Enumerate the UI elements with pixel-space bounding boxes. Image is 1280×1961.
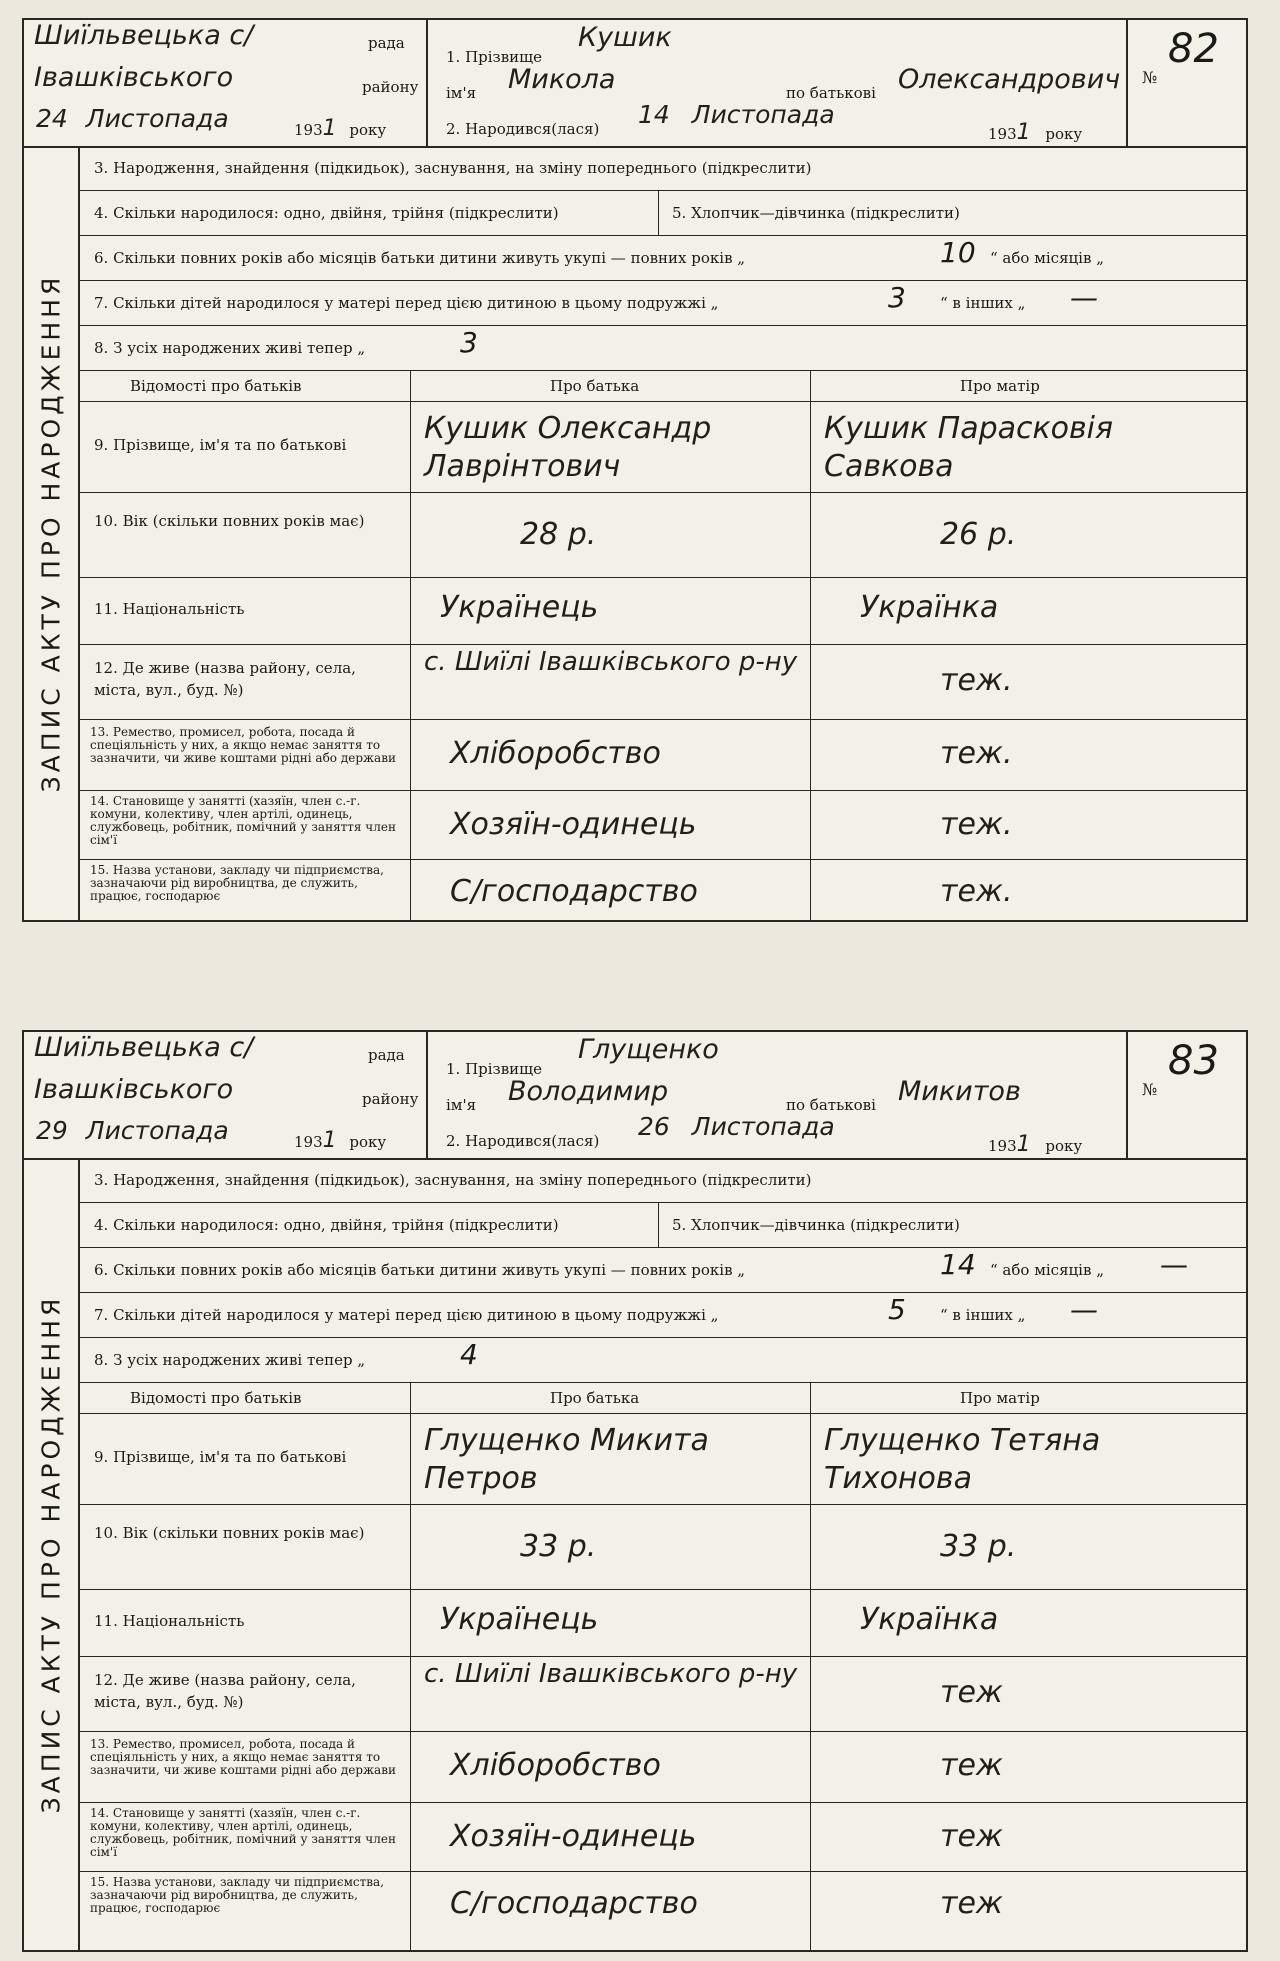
row-q8: 8. З усіх народжених живі тепер „ 3 [80,326,1246,371]
mother-work: теж. [940,736,1013,771]
birth-record-83 [22,1030,1248,1952]
birth-month: Листопада [691,1112,835,1141]
header-location [24,1032,428,1158]
header-names [428,1032,1126,1158]
surname-value: Глущенко [578,1034,719,1065]
record-number-box [1126,20,1246,146]
district-value: Івашківського [34,1074,234,1105]
row-q9: 9. Прізвище, ім'я та по батькові Кушик Олександр Лаврінтович Кушик Парасковія Савкова [80,402,1246,493]
father-status: Хозяїн-одинець [450,1819,697,1854]
row-q4: 4. Скільки народилося: одно, двійня, трійня (підкреслити) 5. Хлопчик—дівчинка (підкреслити) [80,1203,1246,1248]
father-name: Глущенко Микита Петров [424,1423,709,1496]
months-together: — [1160,1248,1188,1281]
birth-year: 193 [988,125,1017,143]
header-location [24,20,428,146]
father-live: с. Шиїлі Івашківського р-ну [424,647,798,677]
born-label: 2. Народився(лася) [446,120,600,138]
name-value: Микола [508,64,616,95]
birth-year-hand: 1 [1016,120,1031,145]
row-q14: 14. Становище у занятті (хазяїн, член с.-г. комуни, колективу, член артілі, одинець, службовець, робітник, помічний у заняття член сім'ї Хозяїн-одинець теж. [80,791,1246,860]
children-before: 5 [888,1293,906,1326]
row-q11: 11. Національність Українець Українка [80,1590,1246,1657]
birth-year: 193 [988,1137,1017,1155]
header-names [428,20,1126,146]
row-q14: 14. Становище у занятті (хазяїн, член с.-г. комуни, колективу, член артілі, одинець, службовець, робітник, помічний у заняття член сім'ї Хозяїн-одинець теж [80,1803,1246,1872]
village-value: Шиїльвецька с/ [34,20,254,51]
row-q4: 4. Скільки народилося: одно, двійня, трійня (підкреслити) 5. Хлопчик—дівчинка (підкреслити) [80,191,1246,236]
row-q8: 8. З усіх народжених живі тепер „ 4 [80,1338,1246,1383]
birth-day: 26 [638,1112,670,1141]
row-q13: 13. Ремество, промисел, робота, посада й спеціяльність у них, а якщо немає заняття то зазначити, чи живе коштами рідні або держави Хліборобство теж. [80,720,1246,791]
row-q10: 10. Вік (скільки повних років має) 28 р. 26 р. [80,493,1246,578]
row-q9: 9. Прізвище, ім'я та по батькові Глущенко Микита Петров Глущенко Тетяна Тихонова [80,1414,1246,1505]
reg-year-hand: 1 [322,116,337,141]
patronymic-value: Микитов [898,1076,1021,1107]
birth-year-hand: 1 [1016,1132,1031,1157]
raion-label: району [362,78,419,96]
father-work: Хліборобство [450,1748,661,1783]
surname-label: 1. Прізвище [446,48,543,66]
record-header [24,1032,1246,1160]
row-q12: 12. Де живе (назва району, села, міста, вул., буд. №) с. Шиїлі Івашківського р-ну теж [80,1657,1246,1732]
reg-year: 193 [294,1133,323,1151]
record-number: 83 [1168,1038,1219,1084]
father-age: 33 р. [520,1529,597,1564]
father-inst: С/господарство [450,1886,698,1921]
children-other: — [1070,1293,1098,1326]
patronymic-label: по батькові [786,1096,876,1114]
roku-label: року [349,1133,387,1151]
birth-record-82 [22,18,1248,922]
father-work: Хліборобство [450,736,661,771]
mother-nation: Українка [860,590,999,625]
reg-day: 29 [36,1116,68,1145]
father-status: Хозяїн-одинець [450,807,697,842]
mother-age: 26 р. [940,517,1017,552]
row-q7: 7. Скільки дітей народилося у матері перед цією дитиною в цьому подружжі „ 3 “ в інших „ — [80,281,1246,326]
roku-label-2: року [1045,125,1083,143]
mother-inst: теж [940,1886,1003,1921]
years-together: 14 [940,1248,976,1281]
father-inst: С/господарство [450,874,698,909]
row-q13: 13. Ремество, промисел, робота, посада й спеціяльність у них, а якщо немає заняття то зазначити, чи живе коштами рідні або держави Хліборобство теж [80,1732,1246,1803]
children-other: — [1070,281,1098,314]
roku-label: року [349,121,387,139]
children-before: 3 [888,281,906,314]
name-label: ім'я [446,84,477,102]
rada-label: рада [368,1046,405,1064]
born-label: 2. Народився(лася) [446,1132,600,1150]
record-header [24,20,1246,148]
father-nation: Українець [440,590,599,625]
reg-month: Листопада [85,104,229,133]
row-q3: 3. Народження, знайдення (підкидьок), заснування, на зміну попереднього (підкреслити) [80,1158,1246,1203]
row-q11: 11. Національність Українець Українка [80,578,1246,645]
roku-label-2: року [1045,1137,1083,1155]
patronymic-label: по батькові [786,84,876,102]
father-name: Кушик Олександр Лаврінтович [424,411,712,484]
mother-nation: Українка [860,1602,999,1637]
row-q6: 6. Скільки повних років або місяців батьки дитини живуть укупі — повних років „ 14 “ або місяців „ — [80,1248,1246,1293]
mother-live: теж. [940,663,1013,698]
record-body [80,146,1246,920]
name-label: ім'я [446,1096,477,1114]
reg-month: Листопада [85,1116,229,1145]
side-title: ЗАПИС АКТУ ПРО НАРОДЖЕННЯ [24,1158,80,1950]
district-value: Івашківського [34,62,234,93]
reg-year: 193 [294,121,323,139]
birth-month: Листопада [691,100,835,129]
number-sign: № [1142,1080,1158,1099]
surname-value: Кушик [578,22,672,53]
mother-name: Кушик Парасковія Савкова [824,411,1114,484]
raion-label: району [362,1090,419,1108]
mother-age: 33 р. [940,1529,1017,1564]
alive-now: 4 [460,1338,478,1371]
mother-live: теж [940,1675,1003,1710]
reg-year-hand: 1 [322,1128,337,1153]
row-q3: 3. Народження, знайдення (підкидьок), заснування, на зміну попереднього (підкреслити) [80,146,1246,191]
village-value: Шиїльвецька с/ [34,1032,254,1063]
row-q15: 15. Назва установи, закладу чи підприємства, зазначаючи рід виробництва, де служить, працює, господарює С/господарство теж [90,1875,1003,1921]
number-sign: № [1142,68,1158,87]
birth-day: 14 [638,100,670,129]
years-together: 10 [940,236,976,269]
father-age: 28 р. [520,517,597,552]
name-value: Володимир [508,1076,669,1107]
father-nation: Українець [440,1602,599,1637]
row-q12: 12. Де живе (назва району, села, міста, вул., буд. №) с. Шиїлі Івашківського р-ну теж. [80,645,1246,720]
mother-inst: теж. [940,874,1013,909]
reg-day: 24 [36,104,68,133]
surname-label: 1. Прізвище [446,1060,543,1078]
mother-work: теж [940,1748,1003,1783]
parents-table: Відомості про батьків Про батька Про матір 9. Прізвище, ім'я та по батькові Глущенко Микита Петров Глущенко Тетяна Тихонова 10. Вік (скільки повних років має) 33 р. 33 р. 11. Національність Українець Українка 12. Де живе (назва району, села, міста, вул., буд. №) с. Шиїлі Івашківського р-ну теж 13. Ремество, промисел, робота, посада й спеціяльність у них, а якщо немає заняття то зазначити, чи живе коштами рідні або держави Хліборобство теж 14. Становище у занятті (хазяїн, член с.-г. комуни, колективу, член артілі, одинець, службовець, робітник, помічний у заняття член сім'ї Хозяїн-одинець теж 15. Назва установи, закладу чи підприємства, зазначаючи рід виробництва, де служить, працює, господарює С/господарство теж [80,1383,1246,1950]
record-number-box [1126,1032,1246,1158]
record-number: 82 [1168,26,1219,72]
row-q15: 15. Назва установи, закладу чи підприємства, зазначаючи рід виробництва, де служить, працює, господарює С/господарство теж. [90,863,1013,909]
row-q6: 6. Скільки повних років або місяців батьки дитини живуть укупі — повних років „ 10 “ або місяців „ [80,236,1246,281]
mother-name: Глущенко Тетяна Тихонова [824,1423,1101,1496]
mother-status: теж [940,1819,1003,1854]
rada-label: рада [368,34,405,52]
parents-table: Відомості про батьків Про батька Про матір 9. Прізвище, ім'я та по батькові Кушик Олександр Лаврінтович Кушик Парасковія Савкова 10. Вік (скільки повних років має) 28 р. 26 р. 11. Національність Українець Українка 12. Де живе (назва району, села, міста, вул., буд. №) с. Шиїлі Івашківського р-ну теж. 13. Ремество, промисел, робота, посада й спеціяльність у них, а якщо немає заняття то зазначити, чи живе коштами рідні або держави Хліборобство теж. 14. Становище у занятті (хазяїн, член с.-г. комуни, колективу, член артілі, одинець, службовець, робітник, помічний у заняття член сім'ї Хозяїн-одинець теж. 15. Назва установи, закладу чи підприємства, зазначаючи рід виробництва, де служить, працює, господарює С/господарство теж. [80,371,1246,920]
row-q10: 10. Вік (скільки повних років має) 33 р. 33 р. [80,1505,1246,1590]
record-body [80,1158,1246,1950]
side-title: ЗАПИС АКТУ ПРО НАРОДЖЕННЯ [24,146,80,920]
father-live: с. Шиїлі Івашківського р-ну [424,1659,798,1689]
mother-status: теж. [940,807,1013,842]
alive-now: 3 [460,326,478,359]
patronymic-value: Олександрович [898,64,1121,95]
row-q7: 7. Скільки дітей народилося у матері перед цією дитиною в цьому подружжі „ 5 “ в інших „ — [80,1293,1246,1338]
